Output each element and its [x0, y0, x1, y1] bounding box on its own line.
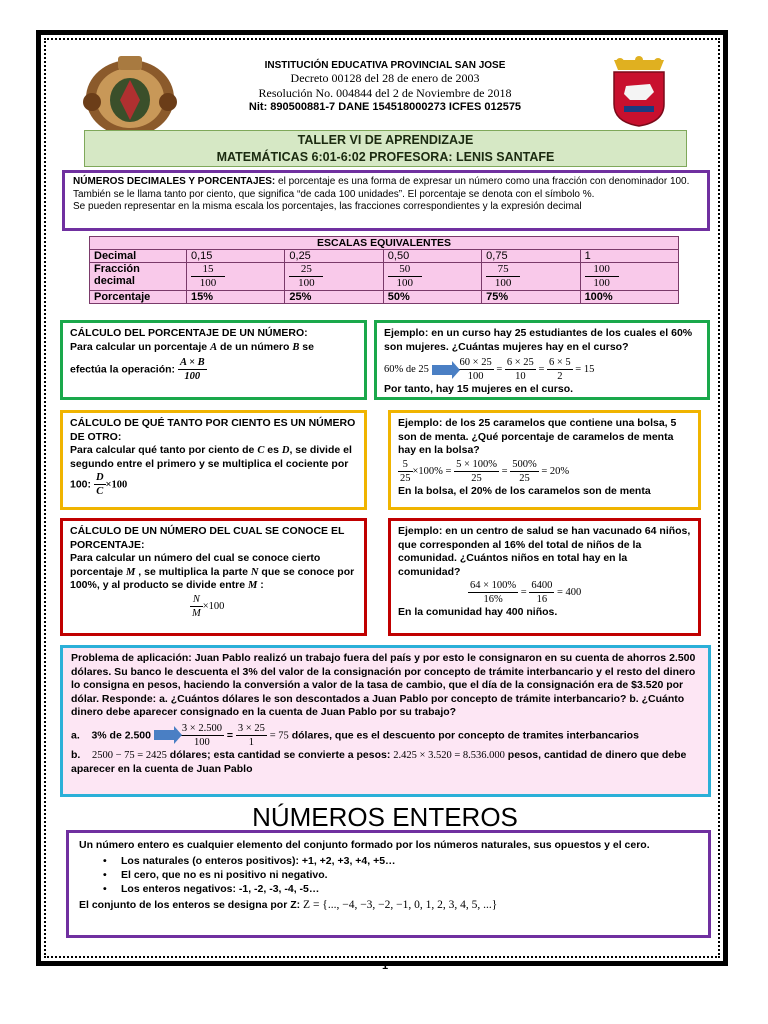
section-title: CÁLCULO DE QUÉ TANTO POR CIENTO ES UN NÚMERO DE OTRO:	[70, 417, 356, 443]
intro-heading: NÚMEROS DECIMALES Y PORCENTAJES:	[73, 176, 276, 187]
table-cell: $\frac{50}{100}$	[383, 263, 481, 291]
table-cell: 0,75	[482, 250, 580, 263]
row-label: Porcentaje	[90, 291, 187, 304]
list-item: • El cero, que no es ni positivo ni negativo.	[103, 868, 698, 882]
number-from-percent-example-box: Ejemplo: en un centro de salud se han vacunado 64 niños, que corresponden al 16% del total de niños de la comunidad. ¿Cuántos niños en total hay en la comunidad? $\frac{64 \times 100\%}{16\%}$ = $\frac{6400}{16}$ = 400 En la comunidad hay 400 niños.	[388, 518, 701, 636]
table-cell: 100%	[580, 291, 678, 304]
scales-title: ESCALAS EQUIVALENTES	[90, 237, 679, 250]
table-cell: 0,25	[285, 250, 383, 263]
scales-table	[89, 236, 679, 304]
workshop-title	[84, 130, 687, 167]
arrow-right-icon	[432, 365, 452, 375]
table-row	[90, 250, 679, 263]
nit-line: Nit: 890500881-7 DANE 154518000273 ICFES 012575	[248, 101, 522, 113]
section-title: CÁLCULO DEL PORCENTAJE DE UN NÚMERO:	[70, 327, 308, 339]
page-number: 1	[381, 960, 389, 972]
integers-title: NÚMEROS ENTEROS	[252, 802, 518, 832]
table-cell: 25%	[285, 291, 383, 304]
percent-example-box: Ejemplo: en un curso hay 25 estudiantes de los cuales el 60% son mujeres. ¿Cuántas mujeres hay en el curso? 60% de 25 $\frac{60 \times 25}{100}$ = $\frac{6 \times 25}{10}$ = $\frac{6 \times 5}{2}$ = 15 Por tanto, hay 15 mujeres en el curso.	[374, 320, 710, 400]
table-cell: 0,15	[187, 250, 285, 263]
table-cell: 0,50	[383, 250, 481, 263]
workshop-title-line2: MATEMÁTICAS 6:01-6:02 PROFESORA: LENIS SANTAFE	[216, 150, 555, 164]
table-cell: $\frac{100}{100}$	[580, 263, 678, 291]
table-cell: $\frac{25}{100}$	[285, 263, 383, 291]
application-text: Problema de aplicación: Juan Pablo realizó un trabajo fuera del país y por esto le consignaron en su cuenta de ahorros 2.500 dólares. Su banco le descuenta el 3% del valor de la consignación por concepto de trámite interbancario y el resto del dinero lo consigna en pesos, haciendo la conversión a valor de la tasa de cambio, que el día de la consignación era de $3.520 por dólar. Responde: a. ¿Cuántos dólares le son descontados a Juan Pablo por concepto de trámite interbancario? b. ¿Cuánto dinero debe aparecer consignado en la cuenta de Juan Pablo por su trabajo?	[71, 652, 696, 719]
school-name: INSTITUCIÓN EDUCATIVA PROVINCIAL SAN JOSE	[264, 60, 506, 71]
table-cell: 15%	[187, 291, 285, 304]
integers-intro: Un número entero es cualquier elemento del conjunto formado por los números naturales, sus opuestos y el cero.	[79, 839, 650, 851]
intro-box	[62, 170, 710, 231]
table-row	[90, 291, 679, 304]
arrow-right-icon	[154, 730, 174, 740]
integers-box: Un número entero es cualquier elemento del conjunto formado por los números naturales, sus opuestos y el cero. • Los naturales (o enteros positivos): +1, +2, +3, +4, +5… • El cero, que no es ni positivo ni negativo. • Los enteros negativos: -1, -2, -3, -4, -5… El conjunto de los enteros se designa por Z: Z = {..., −4, −3, −2, −1, 0, 1, 2, 3, 4, 5, ...}	[66, 830, 711, 938]
decree-line: Decreto 00128 del 28 de enero de 2003	[290, 71, 480, 85]
row-label: Decimal	[90, 250, 187, 263]
table-cell: 75%	[482, 291, 580, 304]
application-problem-box: Problema de aplicación: Juan Pablo realizó un trabajo fuera del país y por esto le consignaron en su cuenta de ahorros 2.500 dólares. Su banco le descuenta el 3% del valor de la consignación por concepto de trámite interbancario y el resto del dinero lo consigna en pesos, haciendo la conversión a valor de la tasa de cambio, que el día de la consignación era de $3.520 por dólar. Responde: a. ¿Cuántos dólares le son descontados a Juan Pablo por concepto de trámite interbancario? b. ¿Cuánto dinero debe aparecer consignado en la cuenta de Juan Pablo por su trabajo? a. 3% de 2.500 $\frac{3 \times 2.500}{100}$ = $\frac{3 \times 25}{1}$ = 75 dólares, que es el descuento por concepto de tramites interbancarios b. 2500 − 75 = 2425 dólares; esta cantidad se convierte a pesos: 2.425 × 3.520 = 8.536.000 pesos, cantidad de dinero que debe aparecer en la cuenta de Juan Pablo	[60, 645, 711, 797]
table-cell: $\frac{15}{100}$	[187, 263, 285, 291]
list-item: • Los naturales (o enteros positivos): +1, +2, +3, +4, +5…	[103, 854, 698, 868]
integers-list	[103, 854, 698, 896]
workshop-title-line1: TALLER VI DE APRENDIZAJE	[297, 133, 474, 147]
table-row	[90, 263, 679, 291]
intro-text: el porcentaje es una forma de expresar un número como una fracción con denominador 100. También se le llama tanto por ciento, que significa “de cada 100 unidades”. El porcentaje se denota con el símbolo %.	[73, 176, 690, 200]
percent-of-number-box: CÁLCULO DEL PORCENTAJE DE UN NÚMERO: Para calcular un porcentaje A de un número B se efectúa la operación: $\frac{A \times B}{100}$	[60, 320, 367, 400]
resolution-line: Resolución No. 004844 del 2 de Noviembre de 2018	[258, 86, 512, 100]
table-cell: $\frac{75}{100}$	[482, 263, 580, 291]
table-cell: 50%	[383, 291, 481, 304]
list-item: • Los enteros negativos: -1, -2, -3, -4, -5…	[103, 882, 698, 896]
table-cell: 1	[580, 250, 678, 263]
what-percent-example-box: Ejemplo: de los 25 caramelos que contiene una bolsa, 5 son de menta. ¿Qué porcentaje de caramelos de menta hay en la bolsa? $\frac{5}{25}$ ×100% = $\frac{5 \times 100\%}{25}$ = $\frac{500\%}{25}$ = 20% En la bolsa, el 20% de los caramelos son de menta	[388, 410, 701, 510]
school-header	[150, 60, 620, 113]
intro-text-2: Se pueden representar en la misma escala los porcentajes, las fracciones correspondientes y la expresión decimal	[73, 201, 582, 212]
row-label: Fracción decimal	[90, 263, 187, 291]
section-title: CÁLCULO DE UN NÚMERO DEL CUAL SE CONOCE EL PORCENTAJE:	[70, 525, 345, 551]
what-percent-box: CÁLCULO DE QUÉ TANTO POR CIENTO ES UN NÚMERO DE OTRO: Para calcular qué tanto por ciento de C es D, se divide el segundo entre el primero y se multiplica el cociente por 100: $\frac{D}{C}$ ×100	[60, 410, 367, 510]
number-from-percent-box: CÁLCULO DE UN NÚMERO DEL CUAL SE CONOCE EL PORCENTAJE: Para calcular un número del cual se conoce cierto porcentaje M , se multiplica la parte N que se conoce por 100%, y al producto se divide entre M : $\frac{N}{M}$ ×100	[60, 518, 367, 636]
